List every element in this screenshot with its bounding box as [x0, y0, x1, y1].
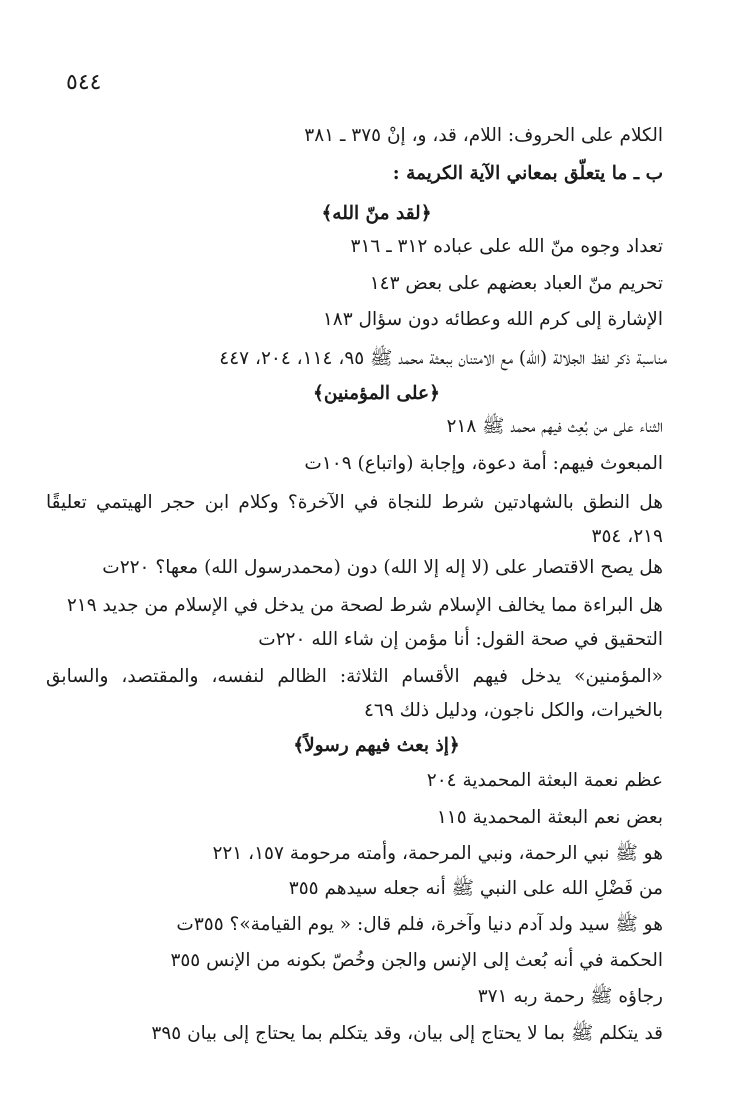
index-entry: هو ﷺ نبي الرحمة، ونبي المرحمة، وأمته مرحومة ١٥٧، ٢٢١ [212, 843, 663, 864]
index-entry: قد يتكلم ﷺ بما لا يحتاج إلى بيان، وقد يتكلم بما يحتاج إلى بيان ٣٩٥ [151, 1023, 663, 1044]
index-entry: الإشارة إلى كرم الله وعطائه دون سؤال ١٨٣ [322, 309, 663, 330]
index-entry: هل النطق بالشهادتين شرط للنجاة في الآخرة؟ وكلام ابن حجر الهيتمي تعليقًا ٢١٩، ٣٥٤ [46, 492, 663, 547]
index-entry: الكلام على الحروف: اللام، قد، و، إنْ ٣٧٥ ـ ٣٨١ [304, 125, 663, 146]
index-entry: «المؤمنين» يدخل فيهم الأقسام الثلاثة: الظالم لنفسه، والمقتصد، والسابق بالخيرات، والكل ناجون، ودليل ذلك ٤٦٩ [46, 666, 663, 721]
index-entry: هو ﷺ سيد ولد آدم دنيا وآخرة، فلم قال: « يوم القيامة»؟ ٣٥٥ت [176, 914, 663, 935]
index-entry: عظم نعمة البعثة المحمدية ٢٠٤ [426, 770, 663, 791]
page-number: ٥٤٤ [66, 70, 102, 95]
index-entry: الحكمة في أنه بُعث إلى الإنس والجن وخُصّ بكونه من الإنس ٣٥٥ [170, 950, 663, 971]
index-entry: تعداد وجوه منّ الله على عباده ٣١٢ ـ ٣١٦ [350, 236, 663, 257]
index-entry: مناسبة ذكر لفظ الجلالة (الله) مع الامتنان ببعثة محمد ﷺ ٩٥، ١١٤، ٢٠٤، ٤٤٧ [219, 348, 667, 369]
index-entry: المبعوث فيهم: أمة دعوة، وإجابة (واتباع) ١٠٩ت [304, 453, 663, 474]
index-entry: هل البراءة مما يخالف الإسلام شرط لصحة من يدخل في الإسلام من جديد ٢١٩ [66, 595, 663, 616]
index-entry: بعض نعم البعثة المحمدية ١١٥ [436, 807, 663, 828]
index-entry: تحريم منّ العباد بعضهم على بعض ١٤٣ [369, 273, 663, 294]
section-heading: ب ـ ما يتعلّق بمعاني الآية الكريمة : [392, 163, 663, 184]
verse-heading: ﴿على المؤمنين﴾ [313, 383, 440, 404]
index-entry: التحقيق في صحة القول: أنا مؤمن إن شاء الله ٢٢٠ت [258, 629, 663, 650]
verse-heading: ﴿لقد منّ الله﴾ [321, 203, 432, 224]
index-entry: الثناء على من بُعِث فيهم محمد ﷺ ٢١٨ [446, 416, 663, 437]
index-entry: من فَضْلِ الله على النبي ﷺ أنه جعله سيدهم ٣٥٥ [288, 878, 663, 899]
index-entry: رجاؤه ﷺ رحمة ربه ٣٧١ [477, 986, 663, 1007]
verse-heading: ﴿إذ بعث فيهم رسولاً﴾ [293, 735, 460, 756]
index-entry: هل يصح الاقتصار على (لا إله إلا الله) دون (محمدرسول الله) معها؟ ٢٢٠ت [102, 557, 663, 578]
